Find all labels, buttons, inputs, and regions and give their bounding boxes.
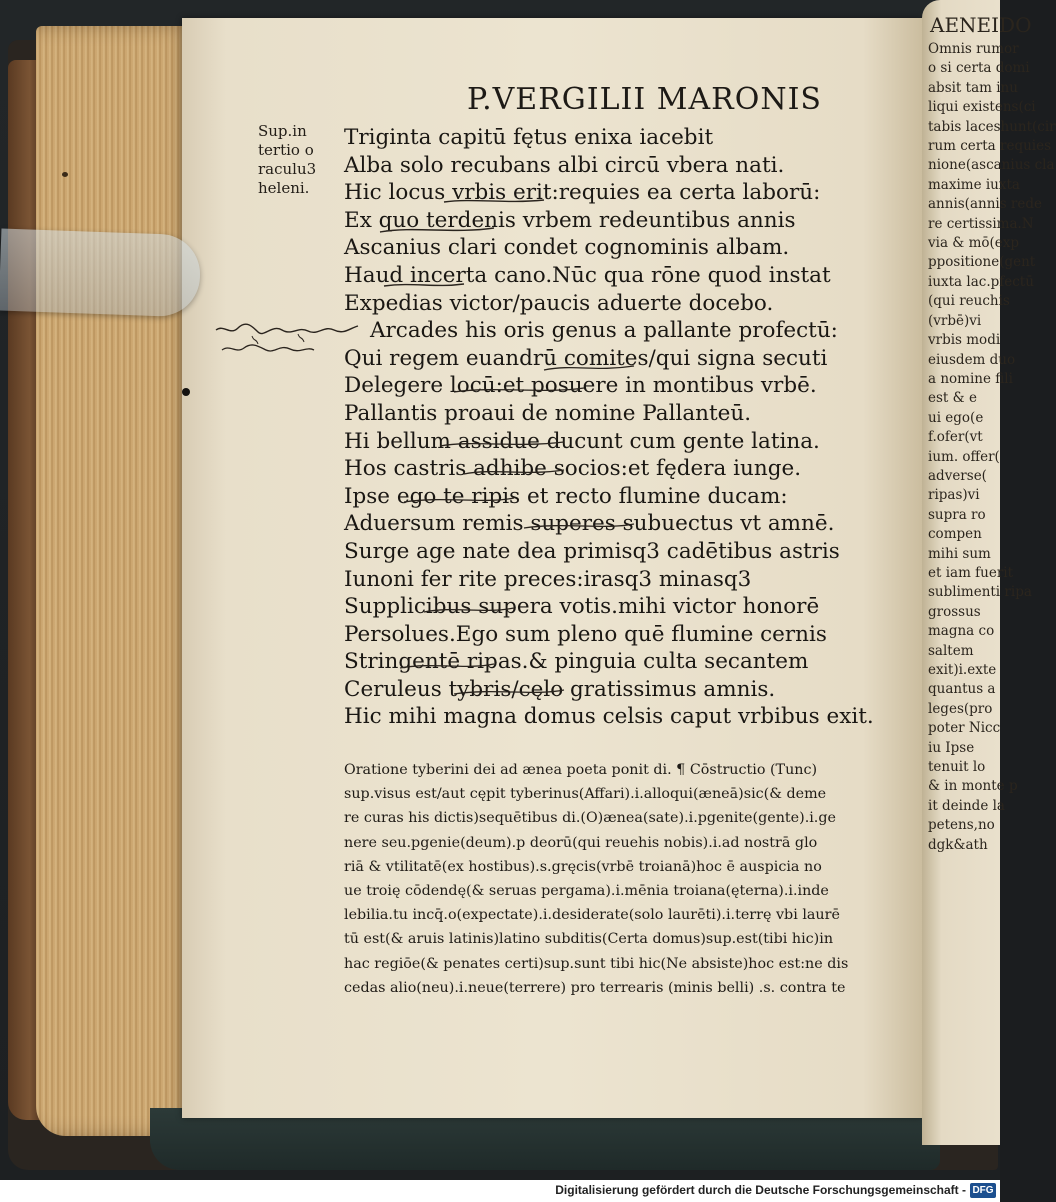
verse-line: Hic mihi magna domus celsis caput vrbibus exit. xyxy=(344,704,874,730)
right-page-line: petens,no xyxy=(928,817,995,834)
right-page-line: sublimenti ripa xyxy=(928,584,1032,601)
right-page-line: dgk&ath xyxy=(928,836,988,853)
verse-line: Ascanius clari condet cognominis albam. xyxy=(344,235,790,261)
right-page-line: adverse( xyxy=(928,467,987,484)
verse-line: Hic locus vrbis erit:requies ea certa laborū: xyxy=(344,180,821,206)
right-page-line: liqui existens(ci xyxy=(928,99,1036,116)
right-page-line: via & mō(exp xyxy=(928,235,1020,252)
right-page-line: & in monte p xyxy=(928,778,1018,795)
right-page-line: ppositione(gent xyxy=(928,254,1036,271)
right-page-line: eiusdem duo xyxy=(928,351,1016,368)
verse-line: Supplicibus supera votis.mihi victor honorē xyxy=(344,594,820,620)
right-page-line: re certissima.N xyxy=(928,215,1034,232)
right-page-line: quantus a xyxy=(928,681,996,698)
right-page-line: maxime iuxta xyxy=(928,176,1020,193)
right-page-line: magna co xyxy=(928,623,995,640)
right-page-line: est & e xyxy=(928,390,977,407)
dfg-logo: DFG xyxy=(970,1183,996,1198)
verse-line: Delegere locū:et posuere in montibus vrbē. xyxy=(344,373,817,399)
right-page-line: nione(ascanius cla xyxy=(928,157,1055,174)
verse-line: Stringentē ripas.& pinguia culta secantem xyxy=(344,649,809,675)
verse-line: Surge age nate dea primisq3 cadētibus astris xyxy=(344,538,840,564)
footer-bar xyxy=(0,1180,1000,1202)
right-page-line: absit tam inu xyxy=(928,79,1018,96)
right-running-head: AENEIDO xyxy=(930,13,1032,37)
marginal-note-line: raculu3 xyxy=(258,160,317,178)
commentary-text-block xyxy=(344,758,889,1000)
right-page-lines xyxy=(928,40,1056,855)
right-page-line: supra ro xyxy=(928,506,986,523)
right-page-line: ium. offer( xyxy=(928,448,1000,465)
handwritten-marginal-annotation xyxy=(212,316,362,364)
verse-line: Expedias victor/paucis aduerte docebo. xyxy=(344,290,774,316)
verse-line: Haud incerta cano.Nūc qua rōne quod instat xyxy=(344,262,831,288)
verse-line: Ipse ego te ripis et recto flumine ducam: xyxy=(344,483,788,509)
commentary-line: Oratione tyberini dei ad ænea poeta ponit di. ¶ Cōstructio (Tunc) xyxy=(344,762,818,778)
right-page-line: compen xyxy=(928,526,982,543)
right-page-line: o si certa domi xyxy=(928,60,1030,77)
underline-annotations xyxy=(344,124,874,734)
right-page-line: iuxta lac.pfectū xyxy=(928,273,1034,290)
verse-line: Ceruleus tybris/cęlo gratissimus amnis. xyxy=(344,676,776,702)
right-page-line: et iam fuerit xyxy=(928,564,1014,581)
ink-spot xyxy=(62,172,68,177)
commentary-line: lebilia.tu incq̄.o(expectate).i.desiderate(solo laurēti).i.terrę vbi laurē xyxy=(344,907,840,924)
commentary-line: cedas alio(neu).i.neue(terrere) pro terrearis (minis belli) .s. contra te xyxy=(344,979,846,996)
marginal-note-line: tertio o xyxy=(258,141,314,159)
verse-line: Persolues.Ego sum pleno quē flumine cernis xyxy=(344,621,827,647)
commentary-line: nere seu.pgenie(deum).p deorū(qui reuehis nobis).i.ad nostrā glo xyxy=(344,834,818,851)
commentary-line: sup.visus est/aut cępit tyberinus(Affari).i.alloqui(æneā)sic(& deme xyxy=(344,786,827,803)
right-page-line: iu Ipse xyxy=(928,739,975,756)
right-page-line: poter Nicc xyxy=(928,720,1001,737)
right-page-line: saltem xyxy=(928,642,974,659)
verse-line: Alba solo recubans albi circū vbera nati. xyxy=(344,152,785,178)
page-fore-edge xyxy=(36,26,196,1136)
commentary-line: riā & vtilitatē(ex hostibus).s.gręcis(vrbē troianā)hoc ē auspicia no xyxy=(344,858,822,875)
right-page-line: it deinde la xyxy=(928,797,1005,814)
running-head: P.VERGILII MARONIS xyxy=(467,82,822,117)
verse-line: Ex quo terdenis vrbem redeuntibus annis xyxy=(344,207,796,233)
verse-line: Iunoni fer rite preces:irasq3 minasq3 xyxy=(344,566,752,592)
right-page-line: annis(annis rede xyxy=(928,196,1042,213)
right-page-line: mihi sum xyxy=(928,545,991,562)
commentary-line: ue troię cōdendę(& seruas pergama).i.mēnia troiana(ęterna).i.inde xyxy=(344,883,829,900)
right-page-line: a nomine fili xyxy=(928,370,1013,387)
footer-credit: Digitalisierung gefördert durch die Deutsche Forschungsgemeinschaft - xyxy=(555,1183,966,1197)
verse-line: Pallantis proaui de nomine Pallanteū. xyxy=(344,400,752,426)
right-page-line: (vrbē)vi xyxy=(928,312,982,329)
right-page-line: grossus xyxy=(928,603,981,620)
commentary-line: tū est(& aruis latinis)latino subditis(Certa domus)sup.est(tibi hic)in xyxy=(344,931,834,948)
verse-line: Triginta capitū fętus enixa iacebit xyxy=(344,125,714,150)
right-page-line: leges(pro xyxy=(928,700,993,717)
marginal-note-line: Sup.in xyxy=(258,122,307,140)
commentary-line: hac regiōe(& penates certi)sup.sunt tibi hic(Ne absiste)hoc est:ne dis xyxy=(344,955,849,972)
reading-ruler xyxy=(0,229,201,318)
commentary-line: re curas his dictis)sequētibus di.(O)ænea(sate).i.pgenite(gente).i.ge xyxy=(344,810,836,827)
marginal-note xyxy=(258,122,348,198)
right-page-line: rum certa requies xyxy=(928,138,1052,155)
right-page-line: (qui reuchis xyxy=(928,293,1010,310)
verse-line: Hos castris adhibe socios:et fędera iunge. xyxy=(344,456,802,482)
marginal-note-line: heleni. xyxy=(258,179,310,197)
right-page-line: ripas)vi xyxy=(928,487,980,504)
right-page-line: tenuit lo xyxy=(928,759,986,776)
right-page-line: f.ofer(vt xyxy=(928,429,983,446)
right-page-line: exit)i.exte xyxy=(928,662,997,678)
verse-line: Hi bellum assidue ducunt cum gente latina. xyxy=(344,428,820,454)
ink-spot xyxy=(182,388,190,396)
verse-line: Qui regem euandrū comites/qui signa secuti xyxy=(344,345,828,371)
right-page-line: ui ego(e xyxy=(928,409,984,426)
right-page-fragment xyxy=(922,0,1056,1145)
verse-line: Arcades his oris genus a pallante profectū: xyxy=(370,318,838,344)
right-page-line: tabis laceshunt(cir xyxy=(928,118,1056,135)
right-page-line: vrbis modi xyxy=(928,332,1001,349)
right-page-line: Omnis rumor xyxy=(928,41,1019,57)
verse-line: Aduersum remis superes subuectus vt amnē. xyxy=(344,511,835,537)
right-page-text xyxy=(928,10,1056,855)
